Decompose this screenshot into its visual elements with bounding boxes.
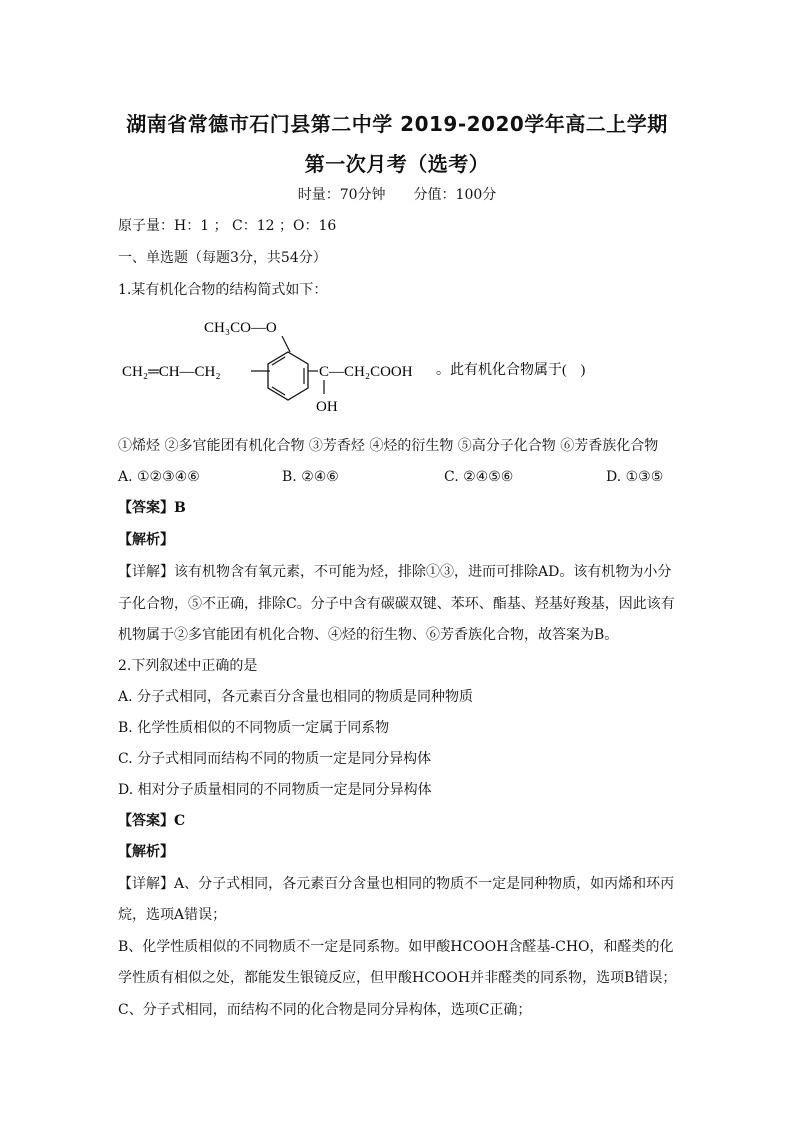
q1-detail-line: 机物属于②多官能团有机化合物、④烃的衍生物、⑥芳香族化合物，故答案为B。: [118, 627, 619, 643]
q1-stem: 1.某有机化合物的结构简式如下：: [118, 282, 328, 298]
q1-analysis-label: 【解析】: [118, 532, 174, 548]
q2-option-a: A. 分子式相同，各元素百分含量也相同的物质是同种物质: [118, 689, 474, 705]
q2-option-b: B. 化学性质相似的不同物质一定属于同系物: [118, 720, 390, 736]
q2-answer: 【答案】C: [118, 813, 186, 829]
structure-right-chain: C—CH₂COOH: [319, 364, 413, 380]
q2-detail-line: 学性质有相似之处，都能发生银镜反应，但甲酸HCOOH并非醛类的同系物，选项B错误；: [118, 970, 677, 986]
q1-question-text: 。此有机化合物属于( ): [436, 363, 586, 378]
q1-detail-line: 【详解】该有机物含有氧元素，不可能为烃，排除①③，进而可排除AD。该有机物为小分: [118, 564, 672, 580]
q1-option-c: C. ②④⑤⑥: [444, 469, 514, 485]
q1-option-d: D. ①③⑤: [606, 469, 664, 485]
q1-option-b: B. ②④⑥: [282, 469, 339, 485]
q2-option-d: D. 相对分子质量相同的不同物质一定是同分异构体: [118, 782, 432, 798]
q2-detail-line: 烷，选项A错误；: [118, 907, 227, 923]
structure-left-chain: CH₂═CH—CH₂: [122, 364, 221, 380]
section-heading: 一、单选题（每题3分，共54分）: [118, 250, 327, 266]
benzene-ring: [268, 352, 308, 400]
title-line-1: 湖南省常德市石门县第二中学 2019-2020学年高二上学期: [126, 112, 668, 136]
structure-top-group: CH₃CO—O: [204, 320, 277, 336]
q1-option-a: A. ①②③④⑥: [118, 469, 200, 485]
q2-detail-line: B、化学性质相似的不同物质不一定是同系物。如甲酸HCOOH含醛基-CHO，和醛类的化: [118, 939, 674, 955]
exam-meta: 时量：70分钟 分值：100分: [297, 187, 497, 203]
q2-analysis-label: 【解析】: [118, 844, 174, 860]
q2-detail-line: C、分子式相同，而结构不同的化合物是同分异构体，选项C正确；: [118, 1002, 532, 1018]
q1-structure-diagram: [118, 312, 618, 422]
structure-hydroxyl: OH: [316, 399, 338, 415]
q1-items: ①烯烃 ②多官能团有机化合物 ③芳香烃 ④烃的衍生物 ⑤高分子化合物 ⑥芳香族化合物: [118, 438, 659, 454]
q1-detail-line: 子化合物，⑤不正确，排除C。分子中含有碳碳双键、苯环、酯基、羟基好羧基，因此该有: [118, 596, 675, 612]
q1-answer: 【答案】B: [118, 500, 186, 516]
q2-stem: 2.下列叙述中正确的是: [118, 658, 258, 674]
title-line-2: 第一次月考（选考）: [304, 152, 490, 176]
q2-option-c: C. 分子式相同而结构不同的物质一定是同分异构体: [118, 751, 432, 767]
q2-detail-line: 【详解】A、分子式相同，各元素百分含量也相同的物质不一定是同种物质，如丙烯和环丙: [118, 876, 675, 892]
atomic-mass: 原子量：H：1 ； C：12 ；O：16: [118, 218, 337, 234]
